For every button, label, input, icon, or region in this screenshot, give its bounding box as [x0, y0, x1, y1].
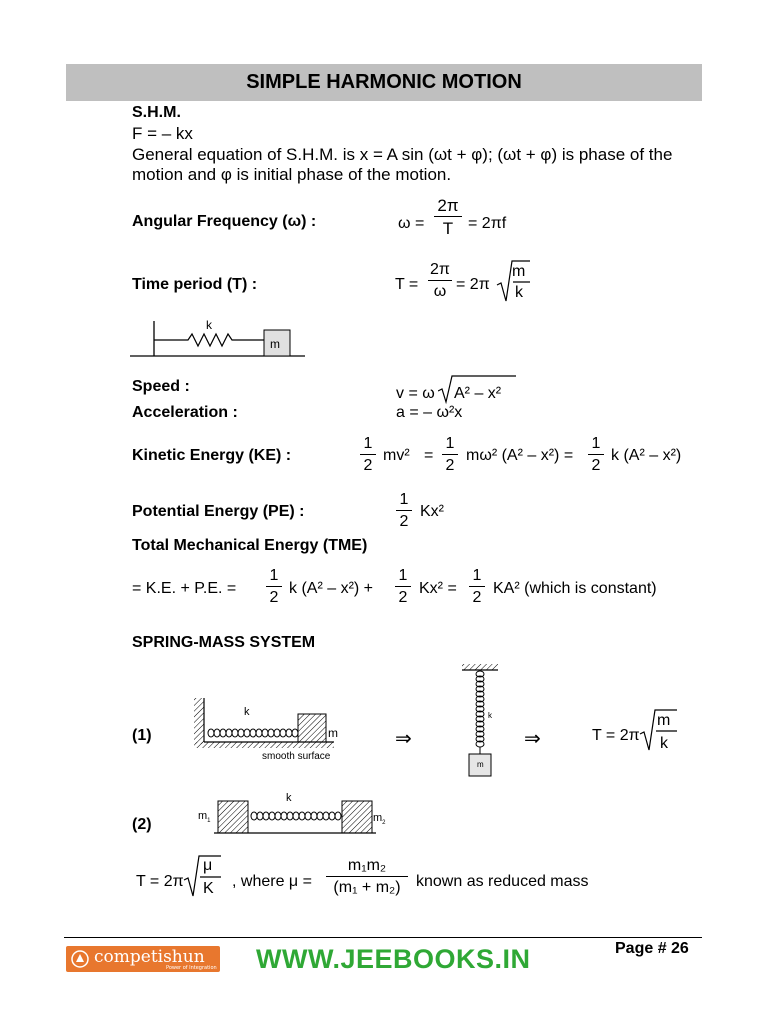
arrow-1: ⇒	[395, 728, 412, 750]
case1-spring-label: k	[244, 706, 250, 718]
time-period-fraction	[428, 262, 452, 300]
tme-prefix: = K.E. + P.E. =	[132, 580, 237, 597]
time-period-denominator: ω	[428, 280, 452, 300]
time-period-label: Time period (T) :	[132, 276, 258, 293]
speed-label: Speed :	[132, 378, 190, 395]
speed-radicand: A² – x²	[454, 385, 502, 402]
reduced-rad-den: K	[203, 880, 214, 897]
smooth-surface-label: smooth surface	[262, 751, 331, 762]
logo-text: competishun	[94, 947, 205, 967]
case1-label: (1)	[132, 727, 152, 744]
speed-lhs: v = ω	[396, 385, 435, 402]
tme-term2: Kx² =	[419, 580, 457, 597]
arrow-2: ⇒	[524, 728, 541, 750]
ke-term3: k (A² – x²)	[611, 447, 682, 464]
case2-figure	[214, 798, 378, 838]
reduced-lhs: T = 2π	[136, 873, 184, 890]
reduced-where: , where μ =	[232, 873, 312, 890]
ke-term2: mω² (A² – x²) =	[466, 447, 574, 464]
case1-rad-num: m	[657, 712, 671, 729]
force-law: F = – kx	[132, 124, 193, 143]
case2-m2-label: $m_2$	[373, 812, 386, 827]
kinetic-energy-label: Kinetic Energy (KE) :	[132, 447, 292, 464]
tme-half-2: $\frac{1}{2}$	[395, 568, 411, 606]
tme-term3: KA² (which is constant)	[493, 580, 657, 597]
spring-coil	[154, 334, 264, 346]
pe-half: $\frac{1}{2}$	[396, 492, 412, 530]
case1-spring-coil	[208, 729, 298, 737]
ke-half-1: $\frac{1}{2}$	[360, 436, 376, 474]
angular-frequency-fraction	[434, 197, 462, 237]
case1-mass-block	[298, 714, 326, 742]
case1-rad-den: k	[660, 735, 668, 752]
spring-mass-figure	[130, 316, 310, 364]
angular-frequency-lhs: ω =	[398, 215, 425, 232]
case1-formula-lhs: T = 2π	[592, 727, 640, 744]
reduced-rad-num: μ	[203, 857, 213, 874]
acceleration-label: Acceleration :	[132, 404, 238, 421]
case1-horizontal-figure	[192, 696, 342, 756]
acceleration-formula: a = – ω²x	[396, 404, 463, 421]
case2-m1-label: $m_1$	[198, 810, 211, 825]
website-link[interactable]: WWW.JEEBOOKS.IN	[256, 944, 531, 974]
general-equation-line1: General equation of S.H.M. is x = A sin (ωt + φ); (ωt + φ) is phase of the	[132, 145, 673, 164]
case2-spring-coil	[251, 812, 341, 820]
page-title: SIMPLE HARMONIC MOTION	[246, 71, 522, 93]
case1-vertical-k: k	[488, 711, 492, 720]
time-period-numerator: 2π	[430, 261, 450, 278]
time-period-rad-den: k	[515, 284, 523, 301]
case2-mass1	[218, 801, 248, 833]
ke-term1: mv²	[383, 447, 410, 464]
logo-tagline: Power of Integration	[166, 965, 217, 971]
fig1-spring-label: k	[206, 318, 212, 332]
vertical-spring-coil	[476, 671, 484, 747]
tme-half-3: $\frac{1}{2}$	[469, 568, 485, 606]
reduced-mass-fraction	[326, 858, 408, 896]
ke-half-2: $\frac{1}{2}$	[442, 436, 458, 474]
angular-frequency-numerator: 2π	[437, 196, 459, 215]
case2-spring-label: k	[286, 792, 292, 804]
tme-label: Total Mechanical Energy (TME)	[132, 537, 368, 554]
ke-half-3: $\frac{1}{2}$	[588, 436, 604, 474]
angular-frequency-rhs: = 2πf	[468, 215, 507, 232]
fig1-mass-label: m	[270, 337, 280, 351]
pe-term: Kx²	[420, 503, 444, 520]
time-period-lhs: T =	[395, 276, 419, 293]
tme-term1: k (A² – x²) +	[289, 580, 374, 597]
title-bar	[66, 64, 702, 101]
case2-label: (2)	[132, 816, 152, 833]
competishun-logo	[66, 946, 220, 972]
reduced-den: (m₁ + m₂)	[326, 876, 408, 896]
general-equation-line2: motion and φ is initial phase of the motion.	[132, 165, 452, 184]
logo-mark-icon	[71, 950, 89, 968]
potential-energy-label: Potential Energy (PE) :	[132, 503, 305, 520]
tme-half-1: $\frac{1}{2}$	[266, 568, 282, 606]
time-period-rad-num: m	[512, 263, 526, 280]
angular-frequency-label: Angular Frequency (ω) :	[132, 213, 317, 230]
case1-mass-label: m	[328, 726, 338, 740]
case2-mass2	[342, 801, 372, 833]
reduced-tail: known as reduced mass	[416, 873, 589, 890]
angular-frequency-denominator: T	[434, 216, 462, 237]
time-period-mid: = 2π	[456, 276, 490, 293]
shm-heading: S.H.M.	[132, 104, 181, 121]
footer-divider	[64, 937, 702, 938]
reduced-num: m₁m₂	[347, 857, 387, 874]
spring-mass-heading: SPRING-MASS SYSTEM	[132, 634, 316, 651]
page-number: Page # 26	[615, 940, 689, 957]
case1-vertical-mass: m	[477, 760, 484, 769]
ke-eq1: =	[424, 447, 434, 464]
